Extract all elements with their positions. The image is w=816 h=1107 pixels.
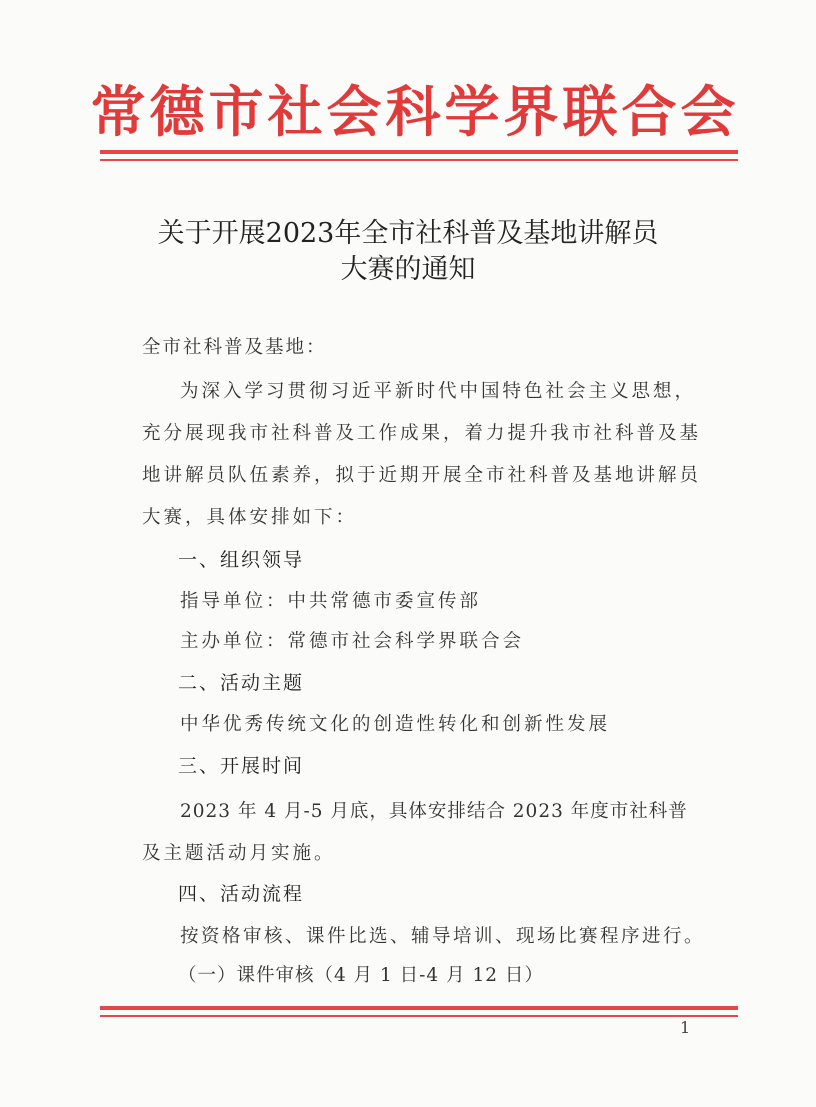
guide-unit: 指导单位：中共常德市委宣传部 xyxy=(180,591,482,612)
section-heading-process: 四、活动流程 xyxy=(178,883,305,905)
masthead-rule-thick xyxy=(100,150,738,154)
notice-title-line: 关于开展2023年全市社科普及基地讲解员 xyxy=(157,218,659,249)
footer-rule-thin xyxy=(100,1015,738,1017)
intro-line: 大赛，具体安排如下： xyxy=(142,507,358,528)
process-sub-item: （一）课件审核（4 月 1 日-4 月 12 日） xyxy=(178,965,544,986)
process-text: 按资格审核、课件比选、辅导培训、现场比赛程序进行。 xyxy=(180,926,706,947)
footer-rule-thick xyxy=(100,1006,738,1010)
time-line: 及主题活动月实施。 xyxy=(142,843,336,864)
notice-title xyxy=(80,216,736,288)
theme-text: 中华优秀传统文化的创造性转化和创新性发展 xyxy=(180,714,611,735)
page-number: 1 xyxy=(680,1018,691,1037)
intro-line: 为深入学习贯彻习近平新时代中国特色社会主义思想， xyxy=(180,381,697,402)
time-line: 2023 年 4 月-5 月底，具体安排结合 2023 年度市社科普 xyxy=(180,801,688,822)
intro-line: 充分展现我市社科普及工作成果，着力提升我市社科普及基 xyxy=(142,423,702,444)
masthead-title: 常德市社会科学界联合会 xyxy=(90,80,740,144)
section-heading-theme: 二、活动主题 xyxy=(178,672,305,694)
host-unit: 主办单位：常德市社会科学界联合会 xyxy=(180,631,525,652)
masthead-rule-thin xyxy=(100,159,738,161)
section-heading-organization: 一、组织领导 xyxy=(178,549,305,571)
salutation: 全市社科普及基地： xyxy=(142,337,327,358)
intro-line: 地讲解员队伍素养，拟于近期开展全市社科普及基地讲解员 xyxy=(142,465,702,486)
notice-title-line: 大赛的通知 xyxy=(340,254,476,285)
section-heading-time: 三、开展时间 xyxy=(178,755,305,777)
